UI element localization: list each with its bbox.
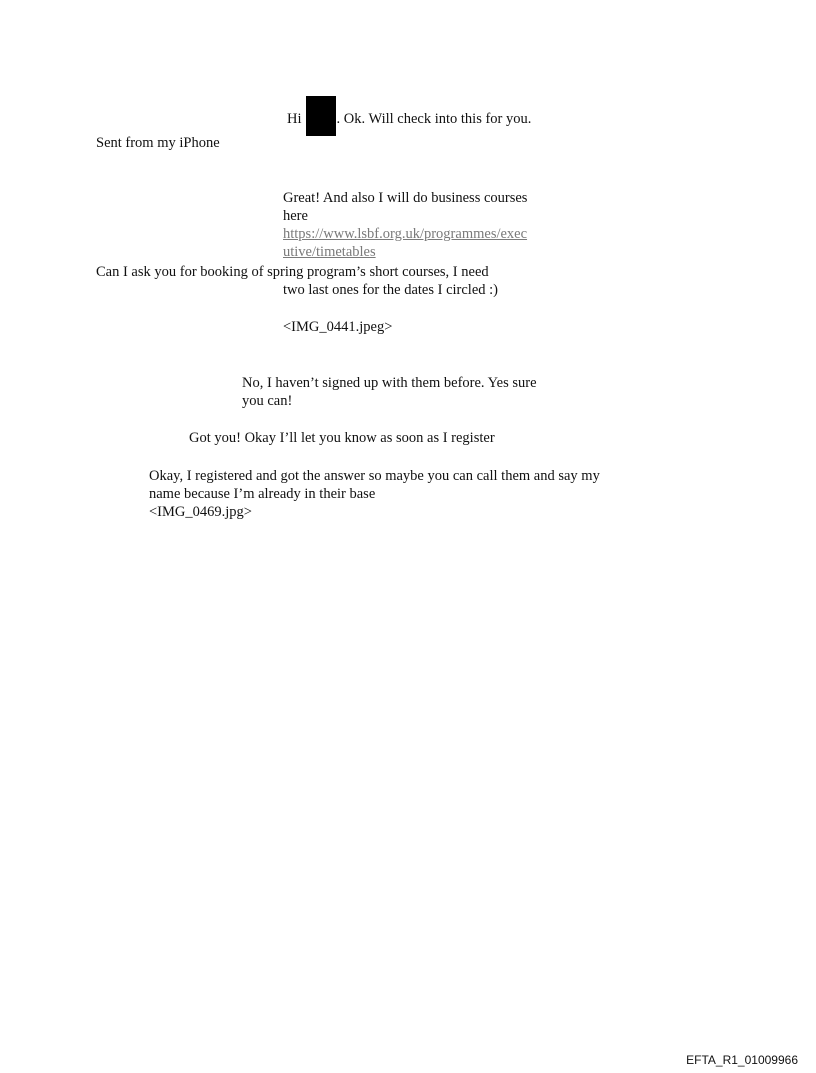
reply-text: . Ok. Will check into this for you. — [336, 111, 532, 127]
message-great — [283, 189, 527, 261]
signature-text: Sent from my iPhone — [96, 135, 220, 151]
message-line: Okay, I registered and got the answer so maybe you can call them and say my — [149, 468, 600, 484]
message-registered — [149, 467, 600, 521]
message-line: two last ones for the dates I circled :) — [283, 282, 499, 298]
message-line: Great! And also I will do business courses — [283, 190, 528, 206]
message-line: here — [283, 208, 308, 224]
message-line: name because I’m already in their base — [149, 486, 376, 502]
message-line: Can I ask you for booking of spring program’s short courses, I need — [96, 264, 489, 280]
message-line: you can! — [242, 393, 293, 409]
message-not-signed — [242, 374, 537, 410]
greeting-text: Hi — [287, 111, 302, 127]
document-id: EFTA_R1_01009966 — [686, 1053, 798, 1067]
redaction-box — [306, 96, 336, 136]
attachment-img-0441: <IMG_0441.jpeg> — [283, 319, 393, 335]
message-line: No, I haven’t signed up with them before. Yes sure — [242, 375, 537, 391]
message-reply-hi — [287, 96, 531, 136]
course-link-line2[interactable]: utive/timetables — [283, 244, 376, 260]
course-link-line1[interactable]: https://www.lsbf.org.uk/programmes/exec — [283, 226, 528, 242]
attachment-img-0469: <IMG_0469.jpg> — [149, 504, 252, 520]
message-booking — [96, 263, 498, 299]
message-got-you: Got you! Okay I’ll let you know as soon as I register — [189, 430, 495, 446]
